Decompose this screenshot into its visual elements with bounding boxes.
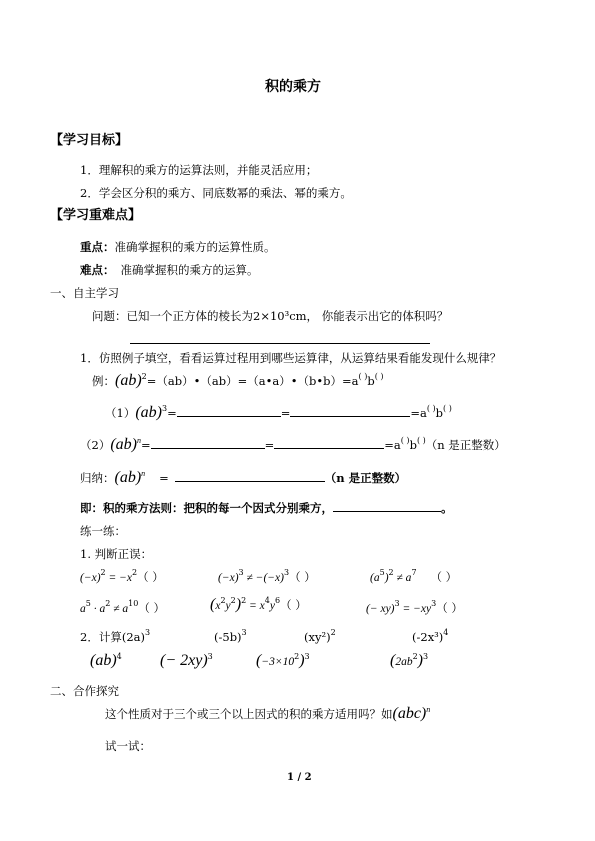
answer-line: [130, 343, 430, 344]
judge-item-2: $(-x)^3 \ne -(-x)^3$（ ）: [218, 568, 316, 584]
judge-item-6: (− $xy)^3 = -xy^3$（ ）: [366, 599, 463, 615]
part-1-heading: 一、自主学习: [50, 286, 119, 300]
section-key-heading: 【学习重难点】: [50, 208, 142, 223]
calc-item-3: $(xy^2)^2$: [304, 628, 336, 644]
blank-1b[interactable]: [290, 405, 410, 417]
judge-item-3: $(a^5)^2 \ne a^7$ （ ）: [370, 568, 458, 584]
section-goals-heading: 【学习目标】: [50, 133, 129, 148]
rule-line: 即：积的乘方法则：把积的每一个因式分别乘方， 。: [80, 501, 453, 515]
explore-question: 这个性质对于三个或三个以上因式的积的乘方适用吗？如(abc)$^n$: [105, 705, 431, 722]
summary-line: 归纳：(ab)$^n$ = （n 是正整数）: [80, 469, 407, 486]
exercise-2-line: （2）(ab)$^n$= = =a( )b( )（n 是正整数）: [80, 436, 506, 453]
part-2-heading: 二、合作探究: [50, 684, 119, 698]
page-title: 积的乘方: [265, 79, 321, 95]
judge-item-4: $a^5 \cdot a^2 \ne a^{10}$（ ）: [80, 599, 165, 615]
blank-2b[interactable]: [274, 437, 384, 449]
intro-question: 问题：已知一个正方体的棱长为2×10³cm， 你能表示出它的体积吗？: [92, 309, 449, 323]
key-point: 重点：准确掌握积的乘方的运算性质。: [80, 240, 276, 254]
summary-blank[interactable]: [175, 470, 325, 482]
try-it: 试一试：: [105, 739, 151, 753]
blank-2a[interactable]: [151, 437, 265, 449]
calc-expr-3: $(-3\times 10^2)^3$: [256, 652, 310, 669]
calc-expr-4: $(2ab^2)^3$: [390, 652, 429, 669]
exercise-1-line: （1）(ab)$^3$= = =a( )b( ): [105, 404, 452, 421]
calc-expr-1: (ab)$^4$: [90, 652, 122, 669]
difficult-point: 难点： 准确掌握积的乘方的运算。: [80, 263, 259, 277]
calc-item-4: $(-2x^3)^4$: [412, 628, 449, 644]
goal-2: 2．学会区分积的乘方、同底数幂的乘法、幂的乘方。: [80, 186, 352, 200]
blank-1a[interactable]: [177, 405, 281, 417]
calc-line: 2．计算$(2a)^3$: [80, 628, 151, 644]
judge-heading: 1. 判断正误：: [80, 547, 153, 561]
example-line: 例：(ab)$^2$=（ab）•（ab）=（a•a）•（b•b）=a( )b( ): [92, 372, 384, 389]
goal-1: 1．理解积的乘方的运算法则，并能灵活应用；: [80, 163, 318, 177]
question-1: 1．仿照例子填空，看看运算过程用到哪些运算律，从运算结果看能发现什么规律？: [80, 351, 502, 365]
judge-item-5: $(x^2y^2)^2 = x^4y^6$（ ）: [210, 596, 307, 613]
calc-item-2: $(-5b)^3$: [214, 628, 247, 644]
page-number: 1 / 2: [287, 772, 312, 783]
calc-expr-2: (− 2xy)$^3$: [160, 652, 213, 669]
judge-item-1: $(-x)^2 = -x^2$（ ）: [80, 568, 164, 584]
practice-heading: 练一练：: [80, 524, 126, 538]
rule-blank[interactable]: [333, 500, 441, 512]
